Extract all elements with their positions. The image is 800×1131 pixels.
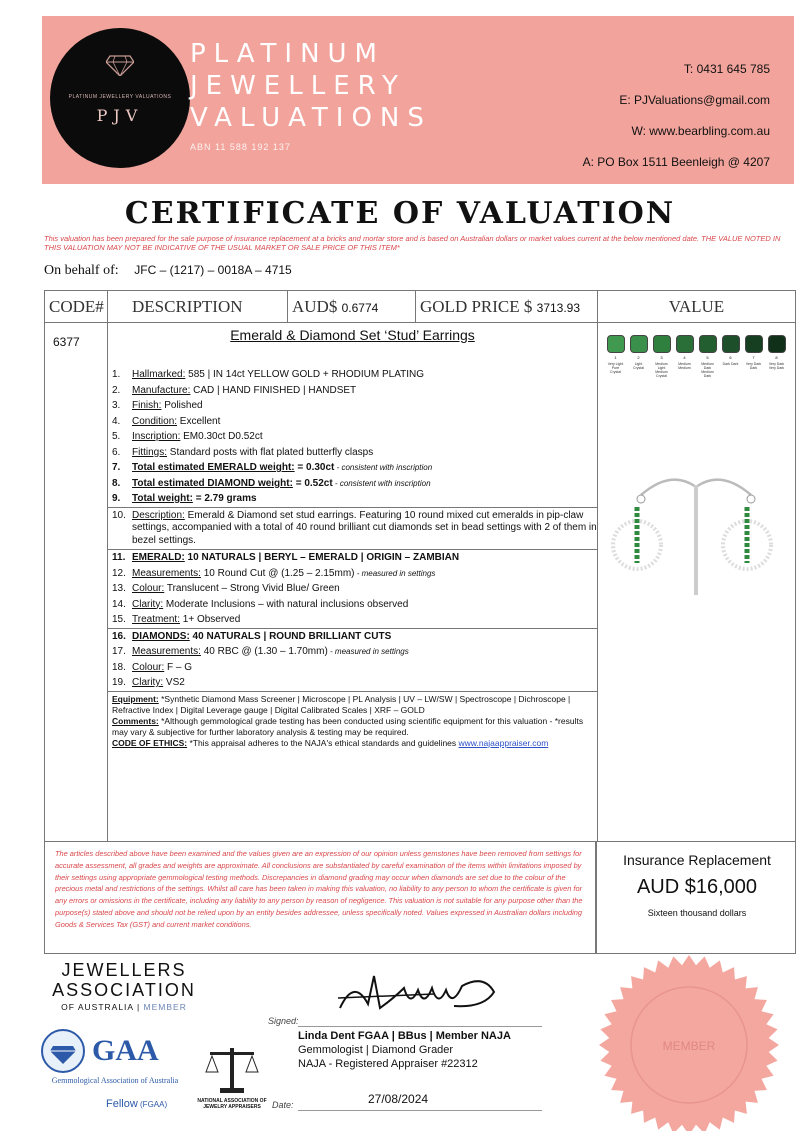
spec-number: 10. <box>112 509 126 521</box>
jaa-line2: ASSOCIATION <box>52 980 196 1000</box>
naja-logo <box>192 1042 272 1110</box>
spec-value: 10 Round Cut @ (1.25 – 2.15mm) <box>200 567 355 579</box>
spec-number: 7. <box>112 462 121 473</box>
spec-value: = 2.79 grams <box>192 493 257 504</box>
spec-row <box>108 675 597 691</box>
spec-text <box>132 612 597 628</box>
spec-number: 9. <box>112 493 121 504</box>
pjv-logo <box>50 28 190 168</box>
logo-ring-text: PLATINUM JEWELLERY VALUATIONS <box>68 94 172 100</box>
value-header: VALUE <box>668 297 725 316</box>
spec-row <box>108 476 597 492</box>
spec-group-emerald <box>108 549 597 628</box>
code-header: CODE# <box>45 291 108 322</box>
spec-label: Measurements: <box>132 646 201 657</box>
spec-text <box>132 367 597 383</box>
terms-text: The articles described above have been examined and the values given are an expression of our opinion unless gemstones have been removed from settings for accurate assessment, all grades and weights are approximate. All conclusions are substantiated by careful examination of the items within limitations imposed by their settings using appropriate gemmological testing methods. Discrepancies in diamond grading may occur when diamonds are set due to the colour of the precious metal and restrictions of the settings. Whilst all care has been taken in making this valuation, no liability to any person to whom the certificate is given for any errors or omissions in the certificate, including any liability to any person by reason of negligence. This valuation is not suitable for any purpose other than the purpose(s) stated above and should not be relied upon by an entity besides addressee, unless specifically noted. Values expressed in Australian dollars including Goods & Services Tax (GST) and current market conditions. <box>44 842 596 954</box>
behalf-label: On behalf of: <box>44 263 119 278</box>
item-title: Emerald & Diamond Set ‘Stud’ Earrings <box>230 327 475 343</box>
spec-text <box>132 644 597 660</box>
gem-number: 7 <box>752 355 755 360</box>
address: A: PO Box 1511 Beenleigh @ 4207 <box>582 155 770 169</box>
gem-number: 2 <box>637 355 640 360</box>
seal-text: MEMBER <box>662 1039 716 1053</box>
spec-row <box>108 597 597 613</box>
spec-text <box>132 550 597 566</box>
gem-number: 8 <box>775 355 778 360</box>
scales-icon <box>192 1042 272 1096</box>
behalf-value: JFC – (1217) – 0018A – 4715 <box>134 263 292 277</box>
gem-label: Very Light Pure Crystal <box>607 362 624 374</box>
spec-row <box>108 383 597 399</box>
gaa-emblem-icon <box>40 1028 86 1074</box>
spec-number: 18. <box>112 661 126 673</box>
gem-swatch <box>768 335 786 353</box>
spec-value: Translucent – Strong Vivid Blue/ Green <box>164 583 340 594</box>
ethics-text: *This appraisal adheres to the NAJA's ethical standards and guidelines <box>187 737 459 748</box>
brand-line: JEWELLERY <box>190 71 406 101</box>
spec-row <box>108 629 597 645</box>
header-banner <box>42 16 794 184</box>
insurance-amount: AUD $16,000 <box>636 876 758 898</box>
earrings-photo <box>601 451 791 611</box>
spec-note: - measured in settings <box>327 647 409 656</box>
spec-group-general <box>108 367 597 507</box>
spec-value: VS2 <box>163 677 185 688</box>
spec-label: Total estimated DIAMOND weight: <box>132 477 293 489</box>
spec-value: = 0.30ct <box>294 462 335 473</box>
spec-note: - measured in settings <box>354 568 436 578</box>
gem-number: 6 <box>729 355 732 360</box>
jaa-line1: JEWELLERS <box>61 960 187 980</box>
gem-number: 1 <box>614 355 617 360</box>
spec-row <box>108 445 597 461</box>
spec-number: 15. <box>112 614 126 625</box>
valuation-table <box>44 290 796 842</box>
fellow-word: Fellow <box>106 1098 138 1110</box>
spec-row <box>108 491 597 507</box>
spec-label: Condition: <box>132 415 178 427</box>
aud-label: AUD$ <box>292 297 338 316</box>
gem-labels <box>601 362 791 378</box>
table-header <box>45 291 795 323</box>
spec-value: Moderate Inclusions – with natural inclusions observed <box>163 598 409 610</box>
spec-label: Colour: <box>132 661 165 673</box>
insurance-words: Sixteen thousand dollars <box>647 908 747 918</box>
emerald-colour-scale <box>601 335 791 378</box>
spec-text <box>132 429 597 445</box>
gem-label: Medium Light Medium Crystal <box>655 362 668 378</box>
gem-number: 4 <box>683 355 686 360</box>
spec-text <box>132 510 597 548</box>
spec-label: Clarity: <box>132 677 164 688</box>
gold-value: 3713.93 <box>536 301 581 315</box>
spec-number: 14. <box>112 598 126 610</box>
spec-text <box>132 597 597 613</box>
spec-value: Polished <box>161 400 203 411</box>
signer-name: Linda Dent FGAA | BBus | Member NAJA <box>298 1030 511 1042</box>
jaa-line3 <box>44 1002 204 1012</box>
signed-label: Signed: <box>268 1016 299 1026</box>
description-header: DESCRIPTION <box>108 291 288 322</box>
gaa-subtitle: Gemmological Association of Australia <box>51 1076 179 1085</box>
spec-row <box>108 644 597 660</box>
on-behalf-of <box>44 262 292 279</box>
signature-line <box>298 1026 542 1027</box>
spec-label: Measurements: <box>132 567 201 579</box>
date-value: 27/08/2024 <box>368 1092 429 1106</box>
insurance-label: Insurance Replacement <box>623 852 771 868</box>
spec-value: 40 RBC @ (1.30 – 1.70mm) <box>200 646 328 657</box>
aud-header <box>288 291 416 322</box>
abn-number: ABN 11 588 192 137 <box>190 142 291 152</box>
gold-label: GOLD PRICE $ <box>420 297 533 316</box>
spec-label: Treatment: <box>132 614 180 625</box>
member-seal <box>596 952 782 1131</box>
spec-value: Excellent <box>177 415 221 427</box>
spec-text <box>132 581 597 597</box>
spec-value: = 0.52ct <box>292 477 333 489</box>
gaa-word: GAA <box>92 1034 159 1067</box>
spec-value: Standard posts with flat plated butterfly clasps <box>167 446 374 458</box>
spec-number: 6. <box>112 446 121 458</box>
signer-role: Gemmologist | Diamond Grader <box>298 1044 454 1056</box>
spec-number: 13. <box>112 583 126 594</box>
spec-number: 12. <box>112 567 126 579</box>
spec-row <box>108 581 597 597</box>
disclaimer: This valuation has been prepared for the sale purpose of insurance replacement at a bricks and mortar store and is based on Australian dollars or market values current at the below mentioned date. THE VALUE NOTED IN THIS VALUATION MAY NOT BE INDICATIVE OF THE USUAL MARKET OR SALE PRICE OF THIS ITEM* <box>44 234 781 252</box>
spec-number: 3. <box>112 400 121 411</box>
spec-label: Total weight: <box>132 493 193 504</box>
equipment-notes <box>108 691 597 751</box>
fellow-label <box>106 1098 167 1110</box>
spec-text <box>132 675 597 691</box>
spec-label: EMERALD: <box>132 552 185 563</box>
gem-swatch <box>722 335 740 353</box>
gem-swatch <box>745 335 763 353</box>
spec-label: Manufacture: <box>132 384 191 396</box>
naja-label: NATIONAL ASSOCIATION OF JEWELRY APPRAISERS <box>197 1098 267 1110</box>
spec-value: F – G <box>164 661 193 673</box>
gem-label: Very Dark Dark <box>745 362 762 370</box>
spec-value: 1+ Observed <box>179 614 241 625</box>
naja-link[interactable]: www.najaappraiser.com <box>458 737 549 748</box>
spec-text <box>132 491 597 507</box>
spec-row <box>108 429 597 445</box>
spec-label: Fittings: <box>132 446 168 458</box>
gem-label: Medium Medium <box>678 362 691 370</box>
jaa-of: OF AUSTRALIA | <box>61 1002 144 1012</box>
diamond-icon <box>106 54 134 76</box>
spec-row <box>108 414 597 430</box>
gem-number: 5 <box>706 355 709 360</box>
jewellers-association-logo <box>44 960 204 1012</box>
gem-label: Medium Dark Medium Dark <box>701 362 714 378</box>
spec-row <box>108 660 597 676</box>
spec-group-diamond <box>108 628 597 691</box>
email[interactable]: E: PJValuations@gmail.com <box>619 93 770 107</box>
spec-number: 5. <box>112 431 121 442</box>
logo-initials: PJV <box>96 106 144 125</box>
spec-row <box>108 550 597 566</box>
spec-list <box>108 367 597 751</box>
spec-text <box>132 460 597 476</box>
spec-label: Inscription: <box>132 431 181 442</box>
spec-row <box>108 612 597 628</box>
gem-number: 3 <box>660 355 663 360</box>
spec-label: Description: <box>132 509 185 521</box>
fellow-abbr: (FGAA) <box>137 1100 168 1109</box>
gem-swatch <box>699 335 717 353</box>
gold-header <box>416 291 598 322</box>
brand-line: VALUATIONS <box>190 103 432 133</box>
signature-image <box>334 968 514 1020</box>
gem-label: Light Crystal <box>633 362 644 370</box>
date-line <box>298 1110 542 1111</box>
spec-text <box>132 476 597 492</box>
gem-label: Dark Dark <box>722 362 739 366</box>
spec-text <box>132 566 597 582</box>
spec-number: 4. <box>112 415 121 427</box>
date-label: Date: <box>272 1100 294 1110</box>
aud-value: 0.6774 <box>341 301 379 315</box>
spec-value: EM0.30ct D0.52ct <box>180 431 263 442</box>
certificate-title: CERTIFICATE OF VALUATION <box>124 196 676 231</box>
phone: T: 0431 645 785 <box>683 62 770 76</box>
spec-note: - consistent with inscription <box>334 463 433 472</box>
spec-label: Total estimated EMERALD weight: <box>132 462 295 473</box>
insurance-box <box>596 842 796 954</box>
contact-block <box>583 54 770 178</box>
spec-value: 40 NATURALS | ROUND BRILLIANT CUTS <box>189 630 392 642</box>
spec-text <box>132 660 597 676</box>
brand-line: PLATINUM <box>190 39 385 69</box>
spec-text <box>132 445 597 461</box>
spec-note: - consistent with inscription <box>332 478 431 488</box>
spec-text <box>132 414 597 430</box>
comments-label: Comments: <box>112 715 159 726</box>
spec-text <box>132 398 597 414</box>
website[interactable]: W: www.bearbling.com.au <box>631 124 770 138</box>
spec-label: DIAMONDS: <box>132 630 190 642</box>
spec-label: Clarity: <box>132 598 164 610</box>
spec-label: Colour: <box>132 583 165 594</box>
spec-text <box>132 629 597 645</box>
column-divider <box>597 323 598 842</box>
comments-text: *Although gemmological grade testing has been conducted using scientific equipment for this valuation - *results may vary & subjective for further laboratory analysis & testing may be required. <box>112 715 584 737</box>
gem-swatches <box>601 335 791 353</box>
spec-number: 19. <box>112 677 126 688</box>
spec-value: 585 | IN 14ct YELLOW GOLD + RHODIUM PLATING <box>185 369 425 380</box>
brand-name <box>190 38 432 134</box>
spec-label: Hallmarked: <box>132 369 186 380</box>
gem-swatch <box>607 335 625 353</box>
spec-label: Finish: <box>132 400 162 411</box>
spec-text <box>132 383 597 399</box>
spec-description <box>108 507 597 550</box>
gem-swatch <box>676 335 694 353</box>
spec-number: 8. <box>112 477 121 489</box>
gem-numbers <box>601 355 791 360</box>
spec-number: 16. <box>112 630 126 642</box>
spec-number: 2. <box>112 384 121 396</box>
gem-label: Very Dark Very Dark <box>768 362 785 370</box>
ethics-label: CODE OF ETHICS: <box>112 737 188 748</box>
spec-value: Emerald & Diamond set stud earrings. Featuring 10 round mixed cut emeralds in pip-claw settings, accompanied with a total of 40 round brilliant cut diamonds set in bead settings with 2 of them in bezel settings. <box>132 509 597 546</box>
spec-value: 10 NATURALS | BERYL – EMERALD | ORIGIN – ZAMBIAN <box>184 552 460 563</box>
spec-number: 11. <box>112 552 126 563</box>
equipment-label: Equipment: <box>112 693 159 704</box>
spec-number: 1. <box>112 369 121 380</box>
jaa-member: MEMBER <box>143 1002 187 1012</box>
spec-row <box>108 398 597 414</box>
equipment-text: *Synthetic Diamond Mass Screener | Microscope | PL Analysis | UV – LW/SW | Spectroscope | Dichroscope | Refractive Index | Digital Leverage gauge | Digital Calibrated Scales | XRF – GOLD <box>112 693 571 715</box>
spec-number: 17. <box>112 646 126 657</box>
spec-row <box>108 367 597 383</box>
spec-row <box>108 566 597 582</box>
gem-swatch <box>630 335 648 353</box>
spec-row <box>108 460 597 476</box>
signer-registration: NAJA - Registered Appraiser #22312 <box>298 1058 478 1070</box>
gem-swatch <box>653 335 671 353</box>
spec-value: CAD | HAND FINISHED | HANDSET <box>190 384 357 396</box>
item-code: 6377 <box>53 335 80 349</box>
